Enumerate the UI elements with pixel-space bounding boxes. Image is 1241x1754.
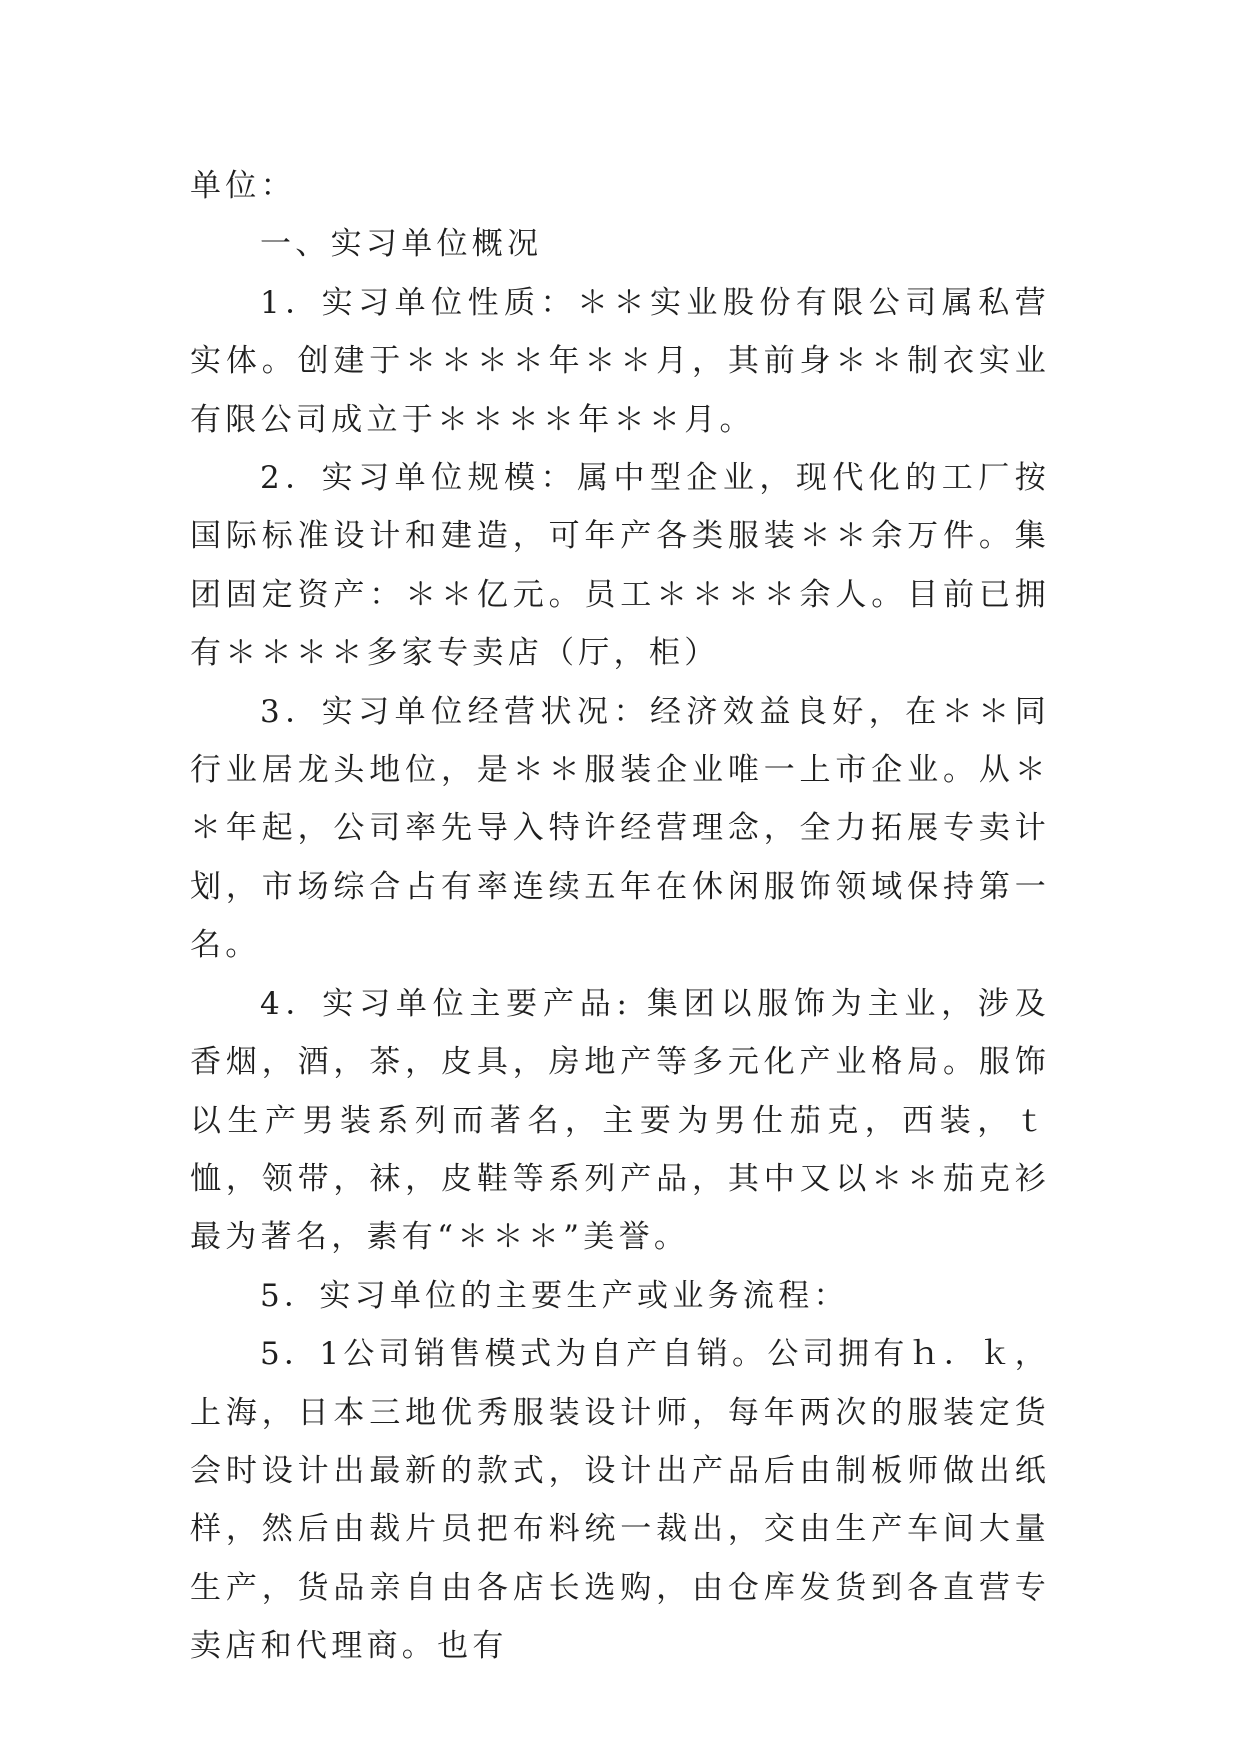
paragraph-scale: 2．实习单位规模：属中型企业，现代化的工厂按国际标准设计和建造，可年产各类服装＊＊余万件。集团固定资产：＊＊亿元。员工＊＊＊＊余人。目前已拥有＊＊＊＊多家专卖店（厅，柜）: [190, 460, 1050, 672]
paragraph-process-heading: 5．实习单位的主要生产或业务流程：: [260, 1277, 849, 1314]
section-heading: 一、实习单位概况: [260, 226, 543, 263]
paragraph-nature: 1．实习单位性质：＊＊实业股份有限公司属私营实体。创建于＊＊＊＊年＊＊月，其前身＊＊制衣实业有限公司成立于＊＊＊＊年＊＊月。: [190, 284, 1050, 438]
document-body: [190, 157, 1050, 1676]
paragraph-unit-label: 单位：: [190, 168, 296, 204]
paragraph-sales-model: 5．1公司销售模式为自产自销。公司拥有ｈ．ｋ，上海，日本三地优秀服装设计师，每年两次的服装定货会时设计出最新的款式，设计出产品后由制板师做出纸样，然后由裁片员把布料统一裁出，交由生产车间大量生产，货品亲自由各店长选购，由仓库发货到各直营专卖店和代理商。也有: [190, 1336, 1050, 1665]
paragraph-operations: 3．实习单位经营状况：经济效益良好，在＊＊同行业居龙头地位，是＊＊服装企业唯一上市企业。从＊＊年起，公司率先导入特许经营理念，全力拓展专卖计划，市场综合占有率连续五年在休闲服饰领域保持第一名。: [190, 693, 1050, 964]
paragraph-products: 4．实习单位主要产品: 集团以服饰为主业，涉及香烟，酒，茶，皮具，房地产等多元化产业格局。服饰以生产男装系列而著名，主要为男仕茄克，西装，ｔ恤，领带，袜，皮鞋等系列产品，其中又以＊＊茄克衫最为著名，素有“＊＊＊”美誉。: [190, 985, 1050, 1256]
